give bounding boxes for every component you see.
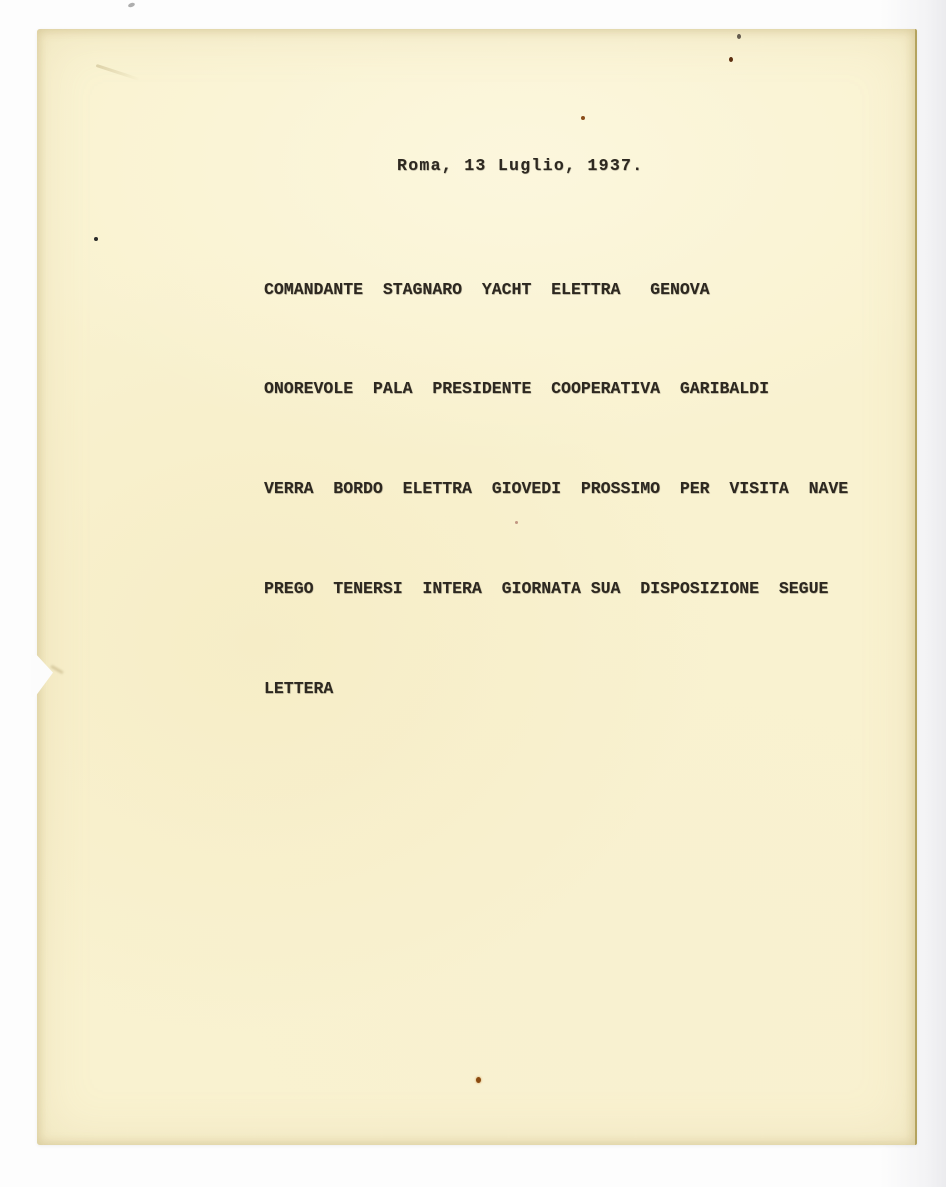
paper-crease: [96, 64, 141, 81]
scan-speck: [128, 2, 136, 8]
scan-speck: [94, 237, 98, 241]
telegram-line: LETTERA: [264, 679, 334, 699]
telegram-line: COMANDANTE STAGNARO YACHT ELETTRA GENOVA: [264, 279, 710, 299]
telegram-body: [264, 206, 848, 772]
scan-speck: [476, 1077, 481, 1083]
scan-speck: [515, 521, 518, 524]
telegram-line: PREGO TENERSI INTERA GIORNATA SUA DISPOSIZIONE SEGUE: [264, 579, 829, 599]
dateline: Roma, 13 Luglio, 1937.: [397, 156, 644, 175]
telegram-line: ONOREVOLE PALA PRESIDENTE COOPERATIVA GARIBALDI: [264, 379, 769, 399]
scan-speck: [737, 34, 741, 39]
telegram-line: VERRA BORDO ELETTRA GIOVEDI PROSSIMO PER VISITA NAVE: [264, 479, 849, 499]
scan-speck: [581, 116, 585, 120]
scan-speck: [729, 57, 733, 62]
